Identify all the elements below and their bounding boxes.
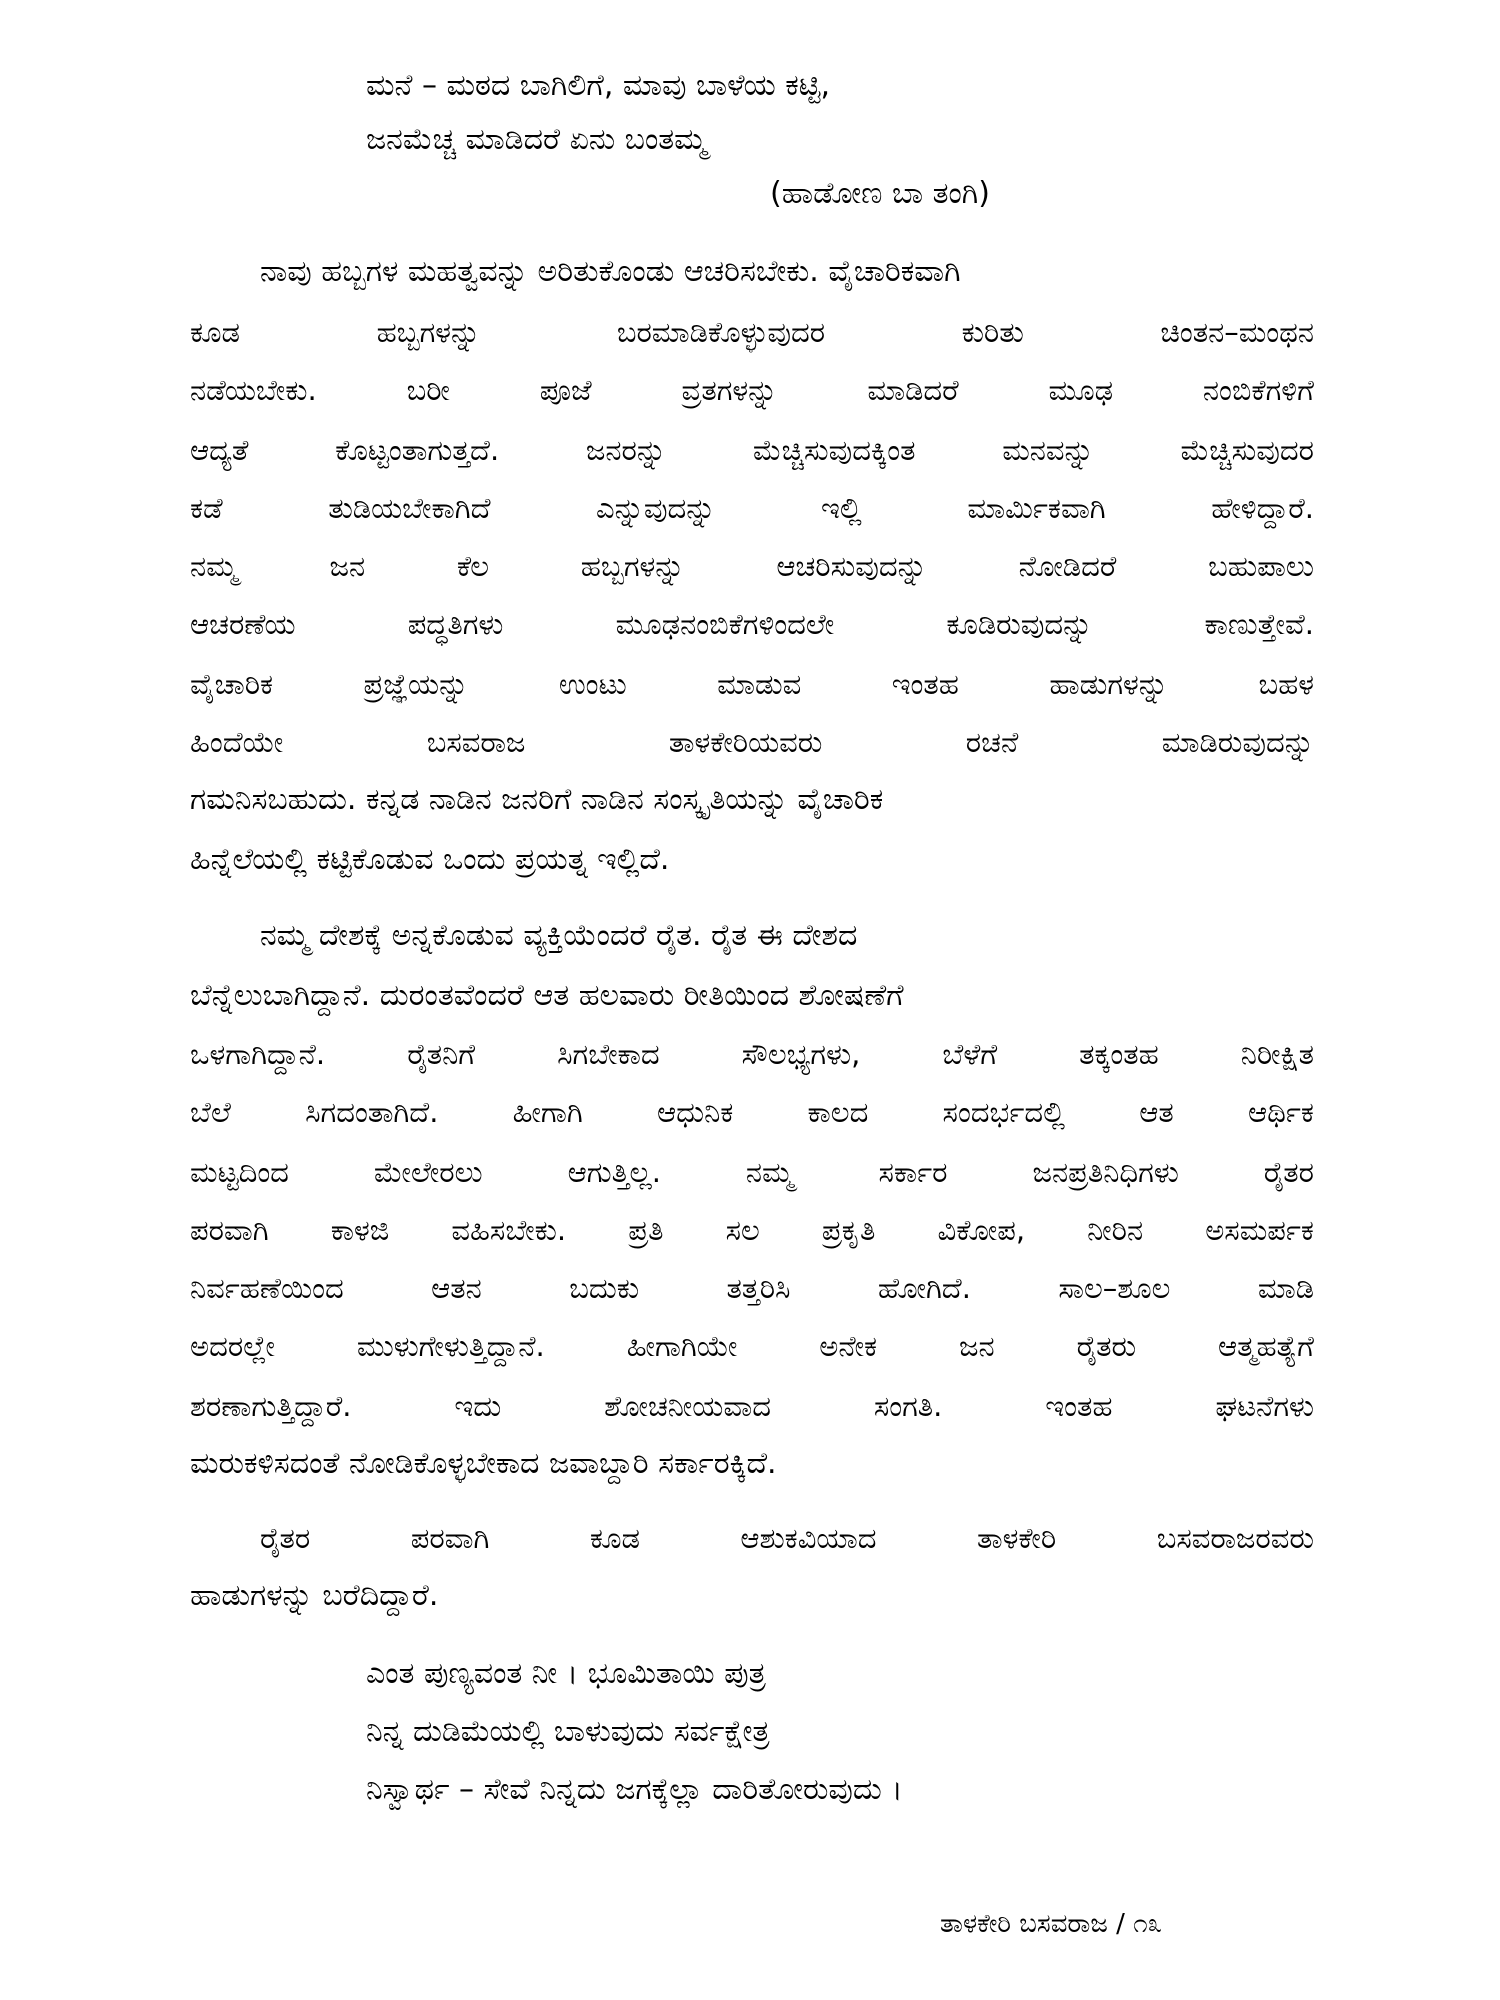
word: ಹೀಗಾಗಿ <box>512 1095 583 1129</box>
word: ಮಾಡಿರುವುದನ್ನು <box>1161 725 1314 759</box>
word: ಪೂಜೆ <box>539 373 592 407</box>
word: ಪ್ರತಿ <box>628 1213 664 1247</box>
paragraph2-line-6 <box>190 1206 1314 1254</box>
word: ಬರಮಾಡಿಕೊಳ್ಳುವುದರ <box>616 315 826 349</box>
word: ಬಸವರಾಜರವರು <box>1156 1521 1314 1555</box>
word: ಹಿಂದೆಯೇ <box>190 725 284 759</box>
verse2-line-3: ನಿಸ್ವಾರ್ಥ – ಸೇವೆ ನಿನ್ನದು ಜಗಕ್ಕೆಲ್ಲಾ ದಾರಿತೋರುವುದು । <box>366 1772 903 1807</box>
word: ಅದರಲ್ಲೇ <box>190 1329 275 1363</box>
paragraph2-line-7 <box>190 1264 1314 1312</box>
word: ನೋಡಿದರೆ <box>1018 549 1117 583</box>
word: ಜನ <box>329 549 366 583</box>
word: ಆತ <box>1139 1095 1174 1129</box>
page-footer: ತಾಳಕೇರಿ ಬಸವರಾಜ / ೧೩ <box>940 1909 1163 1939</box>
word: ವಿಕೋಪ, <box>937 1213 1026 1247</box>
word: ಮುಳುಗೇಳುತ್ತಿದ್ದಾನೆ. <box>356 1329 545 1363</box>
word: ಕುರಿತು <box>961 315 1024 349</box>
word: ಮೇಲೇರಲು <box>373 1155 483 1189</box>
word: ಜನ <box>959 1329 995 1363</box>
word: ಆತ್ಮಹತ್ಯೆಗೆ <box>1218 1329 1314 1363</box>
paragraph2-line-3 <box>190 1030 1314 1078</box>
word: ಬಸವರಾಜ <box>426 725 526 759</box>
word: ಹೇಳಿದ್ದಾರೆ. <box>1211 491 1314 525</box>
word: ಆಗುತ್ತಿಲ್ಲ. <box>567 1155 661 1189</box>
word: ಕೂಡಿರುವುದನ್ನು <box>946 607 1093 641</box>
word: ಕಡೆ <box>190 491 223 525</box>
paragraph1-line-4 <box>190 426 1314 474</box>
word: ಸಂದರ್ಭದಲ್ಲಿ <box>942 1095 1066 1129</box>
word: ನಿರೀಕ್ಷಿತ <box>1240 1037 1314 1071</box>
word: ಚಿಂತನ–ಮಂಥನ <box>1160 315 1314 349</box>
word: ಮೆಚ್ಚಿಸುವುದಕ್ಕಿಂತ <box>752 433 916 467</box>
word: ಅಸಮರ್ಪಕ <box>1205 1213 1314 1247</box>
word: ನಂಬಿಕೆಗಳಿಗೆ <box>1202 373 1314 407</box>
verse1-line-2: ಜನಮೆಚ್ಚ ಮಾಡಿದರೆ ಏನು ಬಂತಮ್ಮ <box>366 122 707 157</box>
paragraph3-line-1 <box>260 1514 1314 1562</box>
word: ಆರ್ಥಿಕ <box>1248 1095 1314 1129</box>
word: ಇಂತಹ <box>891 667 959 701</box>
paragraph3-line-2: ಹಾಡುಗಳನ್ನು ಬರೆದಿದ್ದಾರೆ. <box>190 1578 439 1613</box>
word: ನೀರಿನ <box>1087 1213 1144 1247</box>
word: ಪ್ರಜ್ಞೆಯನ್ನು <box>363 667 469 701</box>
word: ಪದ್ಧತಿಗಳು <box>407 607 504 641</box>
verse2-line-1: ಎಂತ ಪುಣ್ಯವಂತ ನೀ । ಭೂಮಿತಾಯಿ ಪುತ್ರ <box>366 1656 766 1691</box>
word: ಆಧುನಿಕ <box>656 1095 734 1129</box>
word: ಕಾಲದ <box>807 1095 869 1129</box>
paragraph1-line-5 <box>190 484 1314 532</box>
word: ಬೆಳೆಗೆ <box>942 1037 998 1071</box>
word: ಸರ್ಕಾರ <box>878 1155 948 1189</box>
word: ತಕ್ಕಂತಹ <box>1079 1037 1159 1071</box>
word: ಬೆಲೆ <box>190 1095 231 1129</box>
word: ಮಾಡುವ <box>717 667 802 701</box>
paragraph2-line-10: ಮರುಕಳಿಸದಂತೆ ನೋಡಿಕೊಳ್ಳಬೇಕಾದ ಜವಾಬ್ದಾರಿ ಸರ್ಕಾರಕ್ಕಿದೆ. <box>190 1446 777 1481</box>
paragraph1-line-8 <box>190 660 1314 708</box>
word: ಸಿಗದಂತಾಗಿದೆ. <box>305 1095 439 1129</box>
paragraph1-line-6 <box>190 542 1314 590</box>
word: ತತ್ತರಿಸಿ <box>726 1271 791 1305</box>
word: ಮಾರ್ಮಿಕವಾಗಿ <box>967 491 1106 525</box>
word: ಸಲ <box>725 1213 760 1247</box>
word: ಪರವಾಗಿ <box>190 1213 269 1247</box>
word: ತಾಳಕೇರಿಯವರು <box>668 725 823 759</box>
paragraph1-line-1: ನಾವು ಹಬ್ಬಗಳ ಮಹತ್ವವನ್ನು ಅರಿತುಕೊಂಡು ಆಚರಿಸಬೇಕು. ವೈಚಾರಿಕವಾಗಿ <box>260 254 961 289</box>
word: ಮಟ್ಟದಿಂದ <box>190 1155 289 1189</box>
word: ಸೌಲಭ್ಯಗಳು, <box>741 1037 861 1071</box>
word: ಸಾಲ–ಶೂಲ <box>1058 1271 1171 1305</box>
word: ಸಿಗಬೇಕಾದ <box>557 1037 660 1071</box>
word: ಹಬ್ಬಗಳನ್ನು <box>580 549 685 583</box>
paragraph1-line-7 <box>190 600 1314 648</box>
word: ಕೂಡ <box>190 315 241 349</box>
word: ಮೂಢ <box>1048 373 1114 407</box>
word: ಆದ್ಯತೆ <box>190 433 249 467</box>
word: ನಿರ್ವಹಣೆಯಿಂದ <box>190 1271 344 1305</box>
word: ರೈತರ <box>1263 1155 1314 1189</box>
word: ಬದುಕು <box>569 1271 640 1305</box>
word: ಮೆಚ್ಚಿಸುವುದರ <box>1180 433 1314 467</box>
word: ಘಟನೆಗಳು <box>1215 1389 1314 1423</box>
paragraph2-line-9 <box>190 1382 1314 1430</box>
word: ಎನ್ನುವುದನ್ನು <box>596 491 716 525</box>
paragraph1-line-3 <box>190 366 1314 414</box>
paragraph2-line-8 <box>190 1322 1314 1370</box>
word: ನಡೆಯಬೇಕು. <box>190 373 317 407</box>
word: ಜನಪ್ರತಿನಿಧಿಗಳು <box>1032 1155 1179 1189</box>
word: ಮೂಢನಂಬಿಕೆಗಳಿಂದಲೇ <box>615 607 835 641</box>
word: ಕಾಣುತ್ತೇವೆ. <box>1204 607 1314 641</box>
word: ರಚನೆ <box>965 725 1019 759</box>
paragraph1-line-2 <box>190 308 1314 356</box>
word: ಕೂಡ <box>589 1521 640 1555</box>
word: ರೈತರ <box>260 1521 311 1555</box>
word: ಇಂತಹ <box>1045 1389 1113 1423</box>
word: ಕೆಲ <box>456 549 489 583</box>
word: ಬರೀ <box>406 373 450 407</box>
word: ರೈತರು <box>1076 1329 1137 1363</box>
paragraph2-line-1: ನಮ್ಮ ದೇಶಕ್ಕೆ ಅನ್ನಕೊಡುವ ವ್ಯಕ್ತಿಯೆಂದರೆ ರೈತ. ರೈತ ಈ ದೇಶದ <box>260 918 858 953</box>
word: ಪ್ರಕೃತಿ <box>821 1213 876 1247</box>
word: ವೈಚಾರಿಕ <box>190 667 274 701</box>
word: ಹೋಗಿದೆ. <box>877 1271 971 1305</box>
word: ವಹಿಸಬೇಕು. <box>451 1213 567 1247</box>
word: ಕೊಟ್ಟಂತಾಗುತ್ತದೆ. <box>335 433 500 467</box>
paragraph1-line-11: ಹಿನ್ನೆಲೆಯಲ್ಲಿ ಕಟ್ಟಿಕೊಡುವ ಒಂದು ಪ್ರಯತ್ನ ಇಲ್ಲಿದೆ. <box>190 842 670 877</box>
word: ಆಚರಣೆಯ <box>190 607 296 641</box>
word: ರೈತನಿಗೆ <box>407 1037 476 1071</box>
verse1-line-1: ಮನೆ – ಮಠದ ಬಾಗಿಲಿಗೆ, ಮಾವು ಬಾಳೆಯ ಕಟ್ಟಿ, <box>366 68 831 103</box>
word: ಜನರನ್ನು <box>585 433 667 467</box>
word: ಶರಣಾಗುತ್ತಿದ್ದಾರೆ. <box>190 1389 352 1423</box>
word: ಹೀಗಾಗಿಯೇ <box>626 1329 738 1363</box>
word: ಪರವಾಗಿ <box>410 1521 490 1555</box>
word: ವ್ರತಗಳನ್ನು <box>681 373 778 407</box>
word: ಹಾಡುಗಳನ್ನು <box>1049 667 1169 701</box>
paragraph1-line-10: ಗಮನಿಸಬಹುದು. ಕನ್ನಡ ನಾಡಿನ ಜನರಿಗೆ ನಾಡಿನ ಸಂಸ್ಕೃತಿಯನ್ನು ವೈಚಾರಿಕ <box>190 782 884 817</box>
word: ಇಲ್ಲಿ <box>821 491 862 525</box>
word: ಕಾಳಜಿ <box>330 1213 390 1247</box>
word: ಆಚರಿಸುವುದನ್ನು <box>776 549 927 583</box>
word: ಒಳಗಾಗಿದ್ದಾನೆ. <box>190 1037 326 1071</box>
paragraph2-line-2: ಬೆನ್ನೆಲುಬಾಗಿದ್ದಾನೆ. ದುರಂತವೆಂದರೆ ಆತ ಹಲವಾರು ರೀತಿಯಿಂದ ಶೋಷಣೆಗೆ <box>190 978 904 1013</box>
word: ಆಶುಕವಿಯಾದ <box>740 1521 877 1555</box>
word: ಮನವನ್ನು <box>1002 433 1094 467</box>
word: ಆತನ <box>431 1271 482 1305</box>
word: ಮಾಡಿ <box>1257 1271 1314 1305</box>
word: ನಮ್ಮ <box>745 1155 794 1189</box>
word: ತಾಳಕೇರಿ <box>976 1521 1057 1555</box>
word: ತುಡಿಯಬೇಕಾಗಿದೆ <box>328 491 491 525</box>
verse1-source: (ಹಾಡೋಣ ಬಾ ತಂಗಿ) <box>770 176 990 211</box>
word: ಸಂಗತಿ. <box>873 1389 943 1423</box>
word: ಅನೇಕ <box>819 1329 878 1363</box>
word: ಉಂಟು <box>558 667 627 701</box>
paragraph1-line-9 <box>190 718 1314 766</box>
word: ಹಬ್ಬಗಳನ್ನು <box>376 315 481 349</box>
word: ಶೋಚನೀಯವಾದ <box>604 1389 771 1423</box>
paragraph2-line-5 <box>190 1148 1314 1196</box>
word: ಮಾಡಿದರೆ <box>867 373 959 407</box>
word: ಬಹಳ <box>1258 667 1314 701</box>
word: ನಮ್ಮ <box>190 549 238 583</box>
word: ಬಹುಪಾಲು <box>1208 549 1314 583</box>
word: ಇದು <box>454 1389 502 1423</box>
verse2-line-2: ನಿನ್ನ ದುಡಿಮೆಯಲ್ಲಿ ಬಾಳುವುದು ಸರ್ವಕ್ಷೇತ್ರ <box>366 1714 770 1749</box>
paragraph2-line-4 <box>190 1088 1314 1136</box>
